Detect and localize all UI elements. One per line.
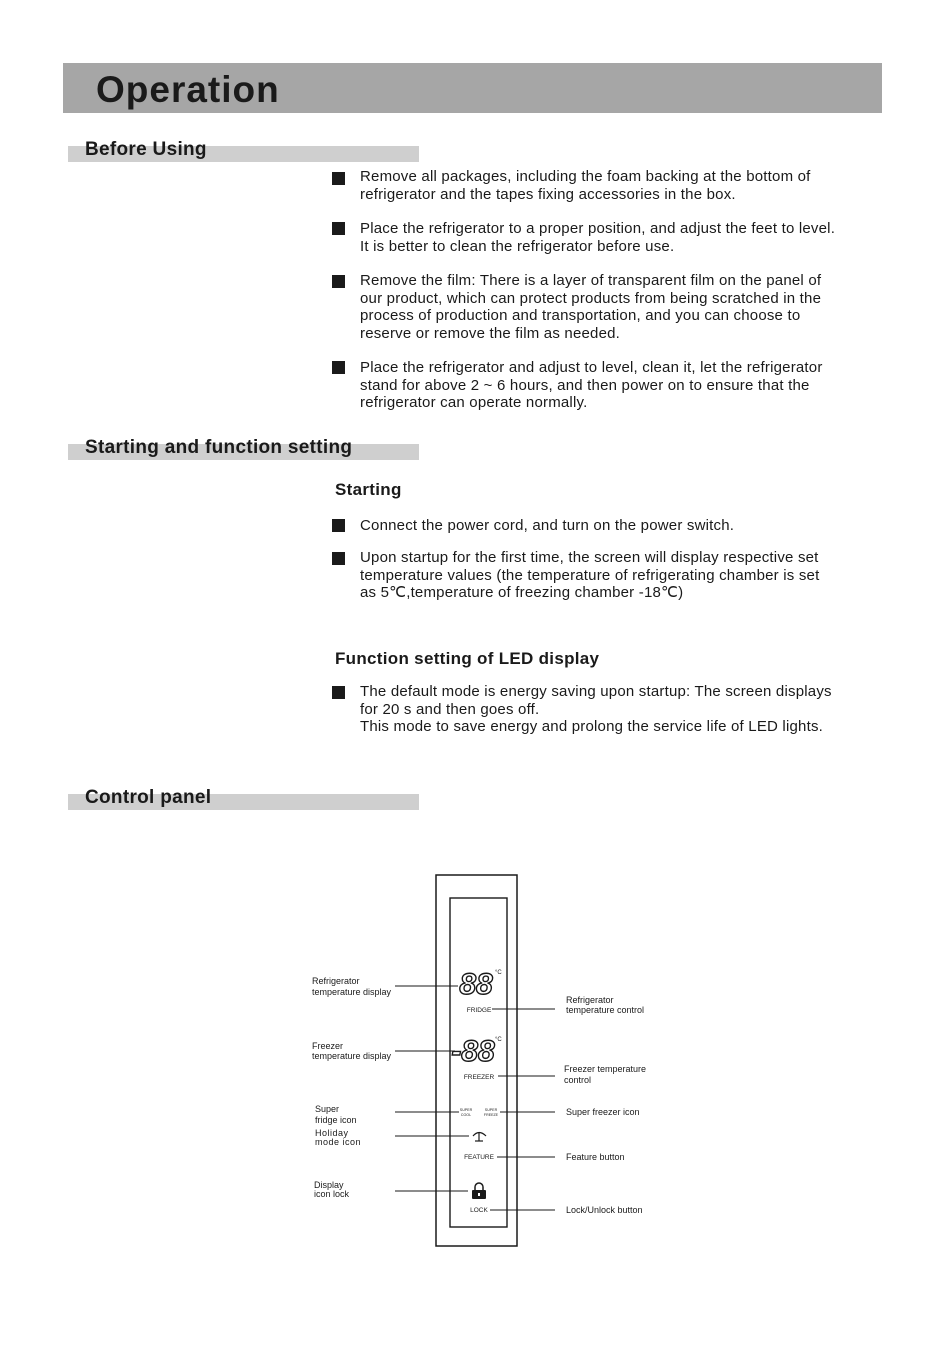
super-cool-icon-bottom: COOL xyxy=(460,1113,472,1117)
callout-fridge-temp-display-2: temperature display xyxy=(312,987,392,997)
fridge-temperature-digits: 88 xyxy=(459,968,493,1001)
text-line: Remove all packages, including the foam backing at the bottom of xyxy=(360,168,811,185)
callout-fridge-temp-display-1: Refrigerator xyxy=(312,976,360,986)
text-line: Remove the film: There is a layer of transparent film on the panel of xyxy=(360,272,822,289)
callout-freezer-temp-display-2: temperature display xyxy=(312,1051,392,1061)
section-heading-control-panel: Control panel xyxy=(85,787,212,808)
page-title: Operation xyxy=(96,69,280,110)
section-heading-before-using: Before Using xyxy=(85,139,207,160)
callout-super-fridge-icon-1: Super xyxy=(315,1104,340,1114)
callout-fridge-temp-control-2: temperature control xyxy=(566,1005,645,1015)
callout-display-icon-lock-1: Display xyxy=(314,1180,344,1190)
callout-freezer-temp-control-2: control xyxy=(564,1075,592,1085)
holiday-umbrella-icon xyxy=(473,1133,486,1142)
callout-display-icon-lock-2: icon lock xyxy=(314,1189,350,1199)
text-line: It is better to clean the refrigerator before use. xyxy=(360,237,675,255)
text-line: process of production and transportation, and you can choose to xyxy=(360,307,801,324)
feature-label: FEATURE xyxy=(464,1154,494,1161)
callout-holiday-mode-icon-2: mode icon xyxy=(315,1137,362,1147)
section-heading-starting-function: Starting and function setting xyxy=(85,437,353,458)
text-line: Connect the power cord, and turn on the power switch. xyxy=(360,517,735,534)
text-line: This mode to save energy and prolong the service life of LED lights. xyxy=(360,718,824,735)
text-line: reserve or remove the film as needed. xyxy=(360,324,621,342)
super-freeze-icon-top: SUPER xyxy=(484,1108,498,1112)
super-cool-icon-top: SUPER xyxy=(459,1108,473,1112)
text-line: refrigerator and the tapes fixing accessories in the box. xyxy=(360,185,736,203)
text-line: as 5℃,temperature of freezing chamber -18℃) xyxy=(360,584,684,601)
text-line: The default mode is energy saving upon startup: The screen displays xyxy=(360,683,832,700)
text-line: Place the refrigerator and adjust to level, clean it, let the refrigerator xyxy=(360,359,823,376)
callout-super-freezer-icon: Super freezer icon xyxy=(566,1107,640,1117)
freezer-degree-unit: °C xyxy=(495,1037,502,1043)
callout-super-fridge-icon-2: fridge icon xyxy=(315,1115,357,1125)
callout-fridge-temp-control-1: Refrigerator xyxy=(566,995,614,1005)
freezer-label: FREEZER xyxy=(463,1074,495,1081)
fridge-degree-unit: °C xyxy=(495,970,502,976)
text-line: refrigerator can operate normally. xyxy=(360,394,588,411)
lock-icon xyxy=(472,1183,486,1199)
text-line: stand for above 2 ~ 6 hours, and then power on to ensure that the xyxy=(360,376,810,394)
callout-holiday-mode-icon-1: Holiday xyxy=(315,1128,349,1138)
subheading-led-display: Function setting of LED display xyxy=(335,649,600,668)
freezer-temperature-digits: -88 xyxy=(451,1035,495,1068)
text-line: temperature values (the temperature of refrigerating chamber is set xyxy=(360,566,820,584)
lock-label: LOCK xyxy=(470,1207,488,1214)
callout-lock-unlock-button: Lock/Unlock button xyxy=(566,1205,643,1215)
text-line: Upon startup for the first time, the screen will display respective set xyxy=(360,549,819,566)
text-line: our product, which can protect products from being scratched in the xyxy=(360,289,822,307)
subheading-starting: Starting xyxy=(335,480,402,499)
super-freeze-icon-bottom: FREEZE xyxy=(483,1113,499,1117)
callout-freezer-temp-control-1: Freezer temperature xyxy=(564,1064,647,1074)
text-line: Place the refrigerator to a proper position, and adjust the feet to level. xyxy=(360,220,836,237)
fridge-label: FRIDGE xyxy=(466,1007,492,1014)
callout-feature-button: Feature button xyxy=(566,1152,625,1162)
text-line: for 20 s and then goes off. xyxy=(360,700,540,718)
callout-freezer-temp-display-1: Freezer xyxy=(312,1041,344,1051)
